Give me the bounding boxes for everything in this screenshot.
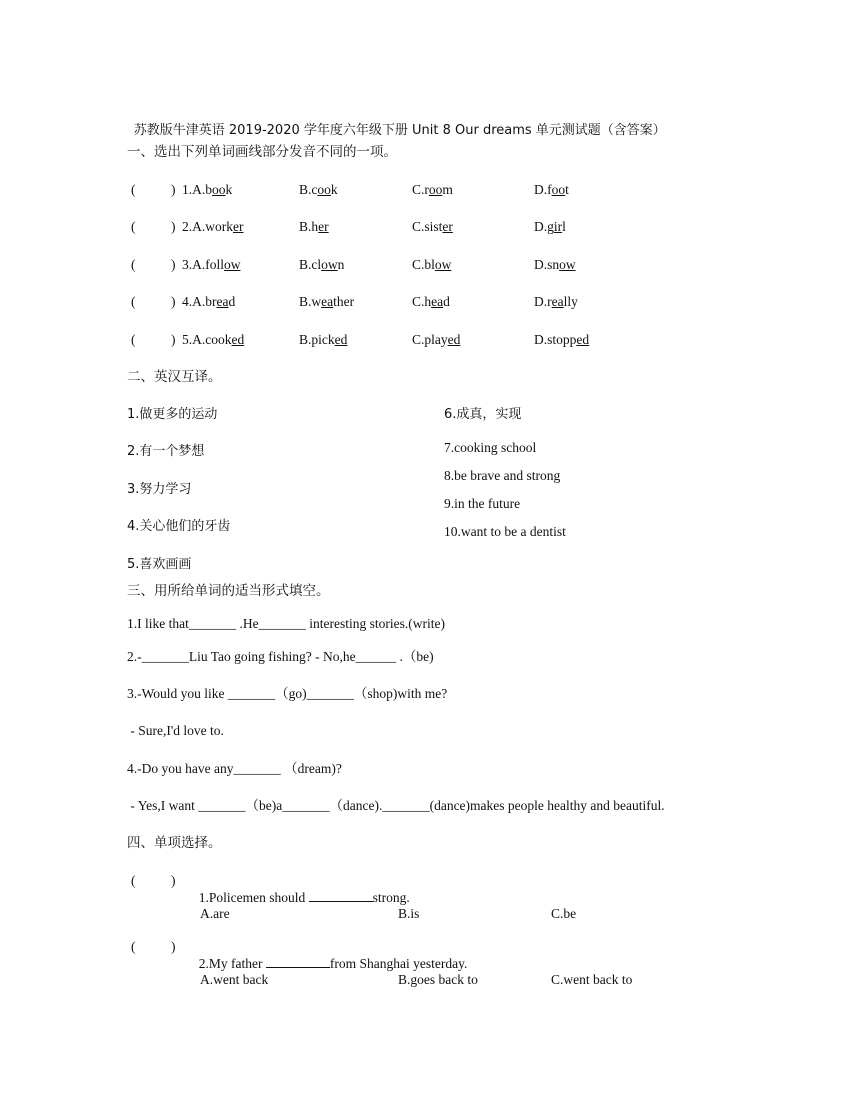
translate-item-5: 5.喜欢画画 bbox=[127, 557, 192, 572]
phonics-option-a bbox=[182, 294, 235, 310]
mc-paren-close-2: ) bbox=[171, 939, 176, 954]
answer-paren-close: ) bbox=[171, 294, 176, 309]
fill-line-4: - Sure,I'd love to. bbox=[127, 723, 224, 738]
underlined-letters: ea bbox=[216, 294, 229, 309]
answer-paren-open: ( bbox=[131, 257, 136, 272]
phonics-option-c bbox=[412, 219, 458, 235]
word-suffix: k bbox=[330, 182, 338, 197]
mc-question-1 bbox=[192, 873, 410, 906]
phonics-option-b bbox=[299, 219, 339, 235]
underlined-letters: ow bbox=[559, 257, 576, 272]
fill-line-5: 4.-Do you have any_______ （dream)? bbox=[127, 761, 342, 776]
mc-stem-before-2: 2.My father bbox=[198, 956, 266, 971]
underlined-letters: oo bbox=[212, 182, 226, 197]
section4-heading: 四、单项选择。 bbox=[127, 835, 222, 851]
answer-blank bbox=[266, 955, 330, 968]
word-suffix: k bbox=[225, 182, 233, 197]
mc-option-2c: C.went back to bbox=[551, 972, 633, 987]
mc-question-2 bbox=[192, 939, 467, 972]
underlined-letters: ed bbox=[447, 332, 461, 347]
word-suffix: m bbox=[442, 182, 453, 197]
phonics-option-d bbox=[534, 294, 578, 310]
translate-item-4: 4.关心他们的牙齿 bbox=[127, 519, 231, 534]
word-prefix: B.pick bbox=[299, 332, 335, 347]
phonics-option-d bbox=[534, 257, 576, 273]
underlined-letters: oo bbox=[428, 182, 443, 197]
underlined-letters: er bbox=[442, 219, 453, 234]
translate-item-7: 7.cooking school bbox=[444, 440, 537, 455]
mc-option-1b: B.is bbox=[398, 906, 420, 921]
underlined-letters: ow bbox=[321, 257, 338, 272]
translate-item-3: 3.努力学习 bbox=[127, 482, 192, 497]
translate-item-8: 8.be brave and strong bbox=[444, 468, 561, 483]
fill-line-6: - Yes,I want _______（be)a_______（dance)._______(dance)makes people healthy and beautiful. bbox=[127, 798, 665, 813]
phonics-option-a bbox=[182, 182, 232, 198]
phonics-option-a bbox=[182, 219, 244, 235]
answer-paren-open: ( bbox=[131, 294, 136, 309]
underlined-letters: ea bbox=[551, 294, 564, 309]
word-prefix: C.h bbox=[412, 294, 432, 309]
word-suffix: l bbox=[562, 219, 566, 234]
item-number: 1. bbox=[182, 182, 193, 197]
underlined-letters: oo bbox=[551, 182, 566, 197]
phonics-option-b bbox=[299, 182, 338, 198]
fill-line-2: 2.-_______Liu Tao going fishing? - No,he______ .（be) bbox=[127, 649, 434, 664]
word-prefix: D.stopp bbox=[534, 332, 577, 347]
phonics-option-c bbox=[412, 257, 456, 273]
mc-stem-before-1: 1.Policemen should bbox=[198, 890, 309, 905]
word-prefix: D.g bbox=[534, 219, 554, 234]
document-title bbox=[127, 106, 666, 139]
word-prefix: A.b bbox=[192, 182, 212, 197]
answer-paren-open: ( bbox=[131, 219, 136, 234]
phonics-option-d bbox=[534, 219, 566, 235]
word-prefix: B.h bbox=[299, 219, 319, 234]
mc-option-2a: A.went back bbox=[200, 972, 269, 987]
word-prefix: C.r bbox=[412, 182, 429, 197]
word-prefix: A.foll bbox=[192, 257, 224, 272]
phonics-option-d bbox=[534, 182, 569, 198]
word-prefix: D.sn bbox=[534, 257, 560, 272]
word-prefix: B.w bbox=[299, 294, 322, 309]
phonics-option-c bbox=[412, 332, 465, 348]
word-prefix: A.br bbox=[192, 294, 217, 309]
phonics-option-c bbox=[412, 294, 450, 310]
mc-paren-close-1: ) bbox=[171, 873, 176, 888]
word-prefix: A.work bbox=[192, 219, 233, 234]
underlined-letters: oo bbox=[317, 182, 331, 197]
mc-stem-after-1: strong. bbox=[372, 890, 410, 905]
answer-paren-close: ) bbox=[171, 219, 176, 234]
underlined-letters: ea bbox=[431, 294, 444, 309]
underlined-letters: ed bbox=[576, 332, 590, 347]
word-suffix: ther bbox=[333, 294, 355, 309]
answer-blank bbox=[309, 889, 373, 902]
translate-item-2: 2.有一个梦想 bbox=[127, 444, 205, 459]
mc-paren-open-2: ( bbox=[131, 939, 136, 954]
underlined-letters: ow bbox=[434, 257, 452, 272]
word-prefix: C.play bbox=[412, 332, 448, 347]
underlined-letters: ea bbox=[321, 294, 334, 309]
translate-item-6: 6.成真，实现 bbox=[444, 407, 522, 422]
underlined-letters: ow bbox=[224, 257, 241, 272]
fill-line-1: 1.I like that_______ .He_______ interesting stories.(write) bbox=[127, 616, 445, 631]
translate-item-1: 1.做更多的运动 bbox=[127, 407, 218, 422]
word-prefix: B.c bbox=[299, 182, 318, 197]
section3-heading: 三、用所给单词的适当形式填空。 bbox=[127, 583, 330, 599]
word-suffix: d bbox=[443, 294, 450, 309]
mc-option-1c: C.be bbox=[551, 906, 577, 921]
answer-paren-open: ( bbox=[131, 182, 136, 197]
underlined-letters: ed bbox=[334, 332, 348, 347]
phonics-option-b bbox=[299, 332, 352, 348]
fill-line-3: 3.-Would you like _______（go)_______（shop)with me? bbox=[127, 686, 448, 701]
word-prefix: A.cook bbox=[192, 332, 232, 347]
phonics-option-d bbox=[534, 332, 589, 348]
underlined-letters: er bbox=[318, 219, 329, 234]
phonics-option-a bbox=[182, 332, 249, 348]
underlined-letters: er bbox=[233, 219, 244, 234]
mc-paren-open-1: ( bbox=[131, 873, 136, 888]
word-prefix: D.r bbox=[534, 294, 552, 309]
mc-option-1a: A.are bbox=[200, 906, 230, 921]
word-suffix: t bbox=[565, 182, 569, 197]
word-suffix: d bbox=[228, 294, 236, 309]
word-prefix: C.sist bbox=[412, 219, 443, 234]
item-number: 3. bbox=[182, 257, 193, 272]
word-prefix: D.f bbox=[534, 182, 552, 197]
underlined-letters: ed bbox=[231, 332, 245, 347]
item-number: 5. bbox=[182, 332, 193, 347]
answer-paren-close: ) bbox=[171, 182, 176, 197]
translate-item-10: 10.want to be a dentist bbox=[444, 524, 566, 539]
answer-paren-open: ( bbox=[131, 332, 136, 347]
word-suffix: lly bbox=[563, 294, 578, 309]
answer-paren-close: ) bbox=[171, 257, 176, 272]
answer-paren-close: ) bbox=[171, 332, 176, 347]
translate-item-9: 9.in the future bbox=[444, 496, 521, 511]
phonics-option-b bbox=[299, 257, 344, 273]
mc-option-2b: B.goes back to bbox=[398, 972, 478, 987]
item-number: 4. bbox=[182, 294, 193, 309]
mc-stem-after-2: from Shanghai yesterday. bbox=[329, 956, 468, 971]
underlined-letters: ir bbox=[553, 219, 563, 234]
phonics-option-b bbox=[299, 294, 354, 310]
word-suffix: n bbox=[337, 257, 345, 272]
phonics-option-c bbox=[412, 182, 453, 198]
section1-heading: 一、选出下列单词画线部分发音不同的一项。 bbox=[127, 144, 397, 160]
phonics-option-a bbox=[182, 257, 241, 273]
word-prefix: B.cl bbox=[299, 257, 322, 272]
word-prefix: C.bl bbox=[412, 257, 435, 272]
section2-heading: 二、英汉互译。 bbox=[127, 369, 222, 385]
document-title-text: 苏教版牛津英语 2019-2020 学年度六年级下册 Unit 8 Our dreams 单元测试题（含答案） bbox=[133, 123, 666, 138]
item-number: 2. bbox=[182, 219, 193, 234]
